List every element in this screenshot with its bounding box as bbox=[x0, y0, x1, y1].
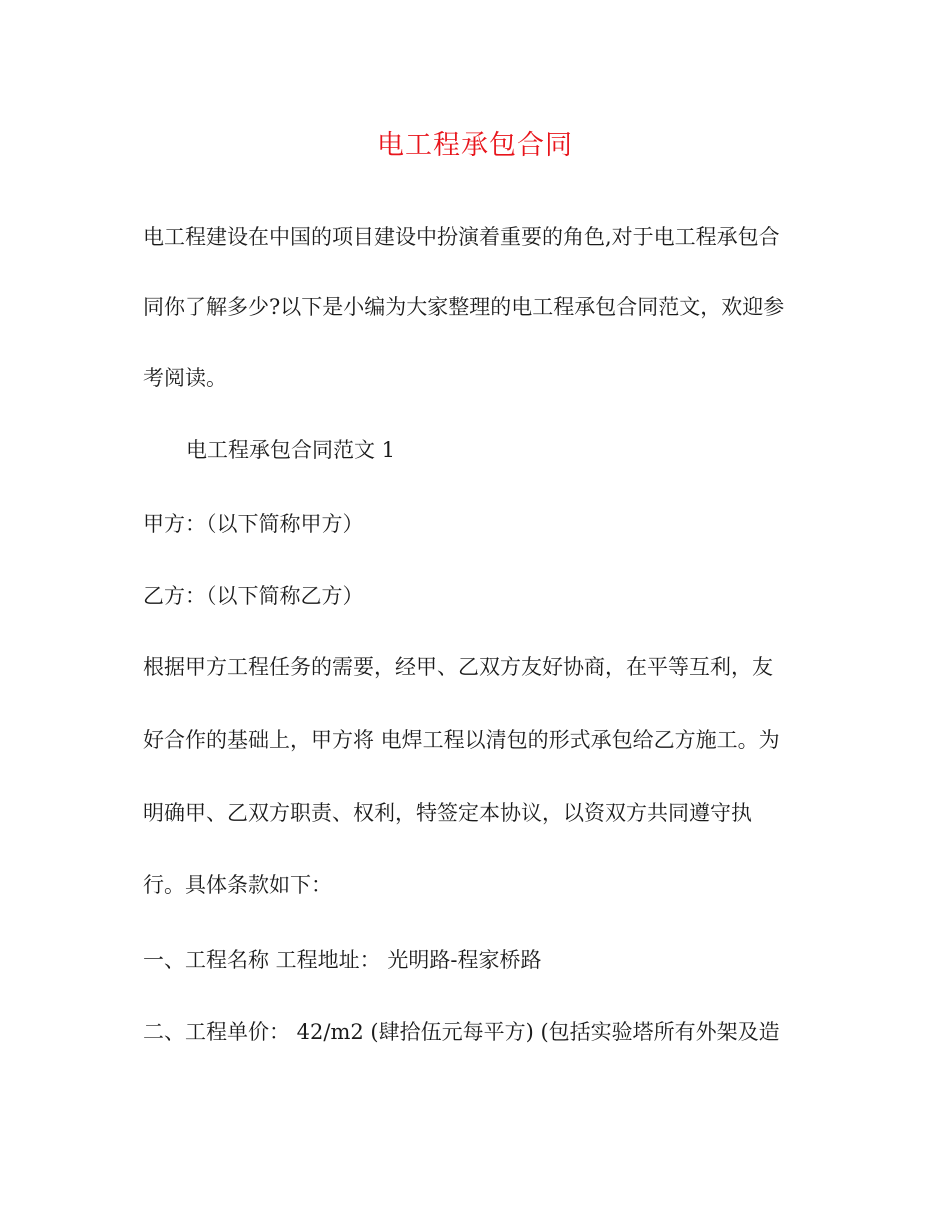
body-line-4: 行。具体条款如下： bbox=[143, 873, 332, 897]
intro-line-2: 同你了解多少?以下是小编为大家整理的电工程承包合同范文，欢迎参 bbox=[143, 295, 785, 319]
intro-line-1: 电工程建设在中国的项目建设中扮演着重要的角色,对于电工程承包合 bbox=[143, 225, 780, 249]
document-title: 电工程承包合同 bbox=[377, 130, 573, 161]
clause-2: 二、工程单价： 42/m2 (肆拾伍元每平方) (包括实验塔所有外架及造 bbox=[143, 1020, 780, 1044]
section-heading: 电工程承包合同范文 1 bbox=[186, 438, 396, 462]
body-line-1: 根据甲方工程任务的需要，经甲、乙双方友好协商，在平等互利，友 bbox=[143, 655, 773, 679]
party-a-line: 甲方：（以下简称甲方） bbox=[143, 512, 364, 536]
party-b-line: 乙方：（以下简称乙方） bbox=[143, 584, 364, 608]
intro-line-3: 考阅读。 bbox=[143, 366, 227, 390]
body-line-2: 好合作的基础上，甲方将 电焊工程以清包的形式承包给乙方施工。为 bbox=[143, 728, 780, 752]
body-line-3: 明确甲、乙双方职责、权利，特签定本协议，以资双方共同遵守执 bbox=[143, 801, 752, 825]
clause-1: 一、工程名称 工程地址： 光明路-程家桥路 bbox=[143, 948, 542, 972]
